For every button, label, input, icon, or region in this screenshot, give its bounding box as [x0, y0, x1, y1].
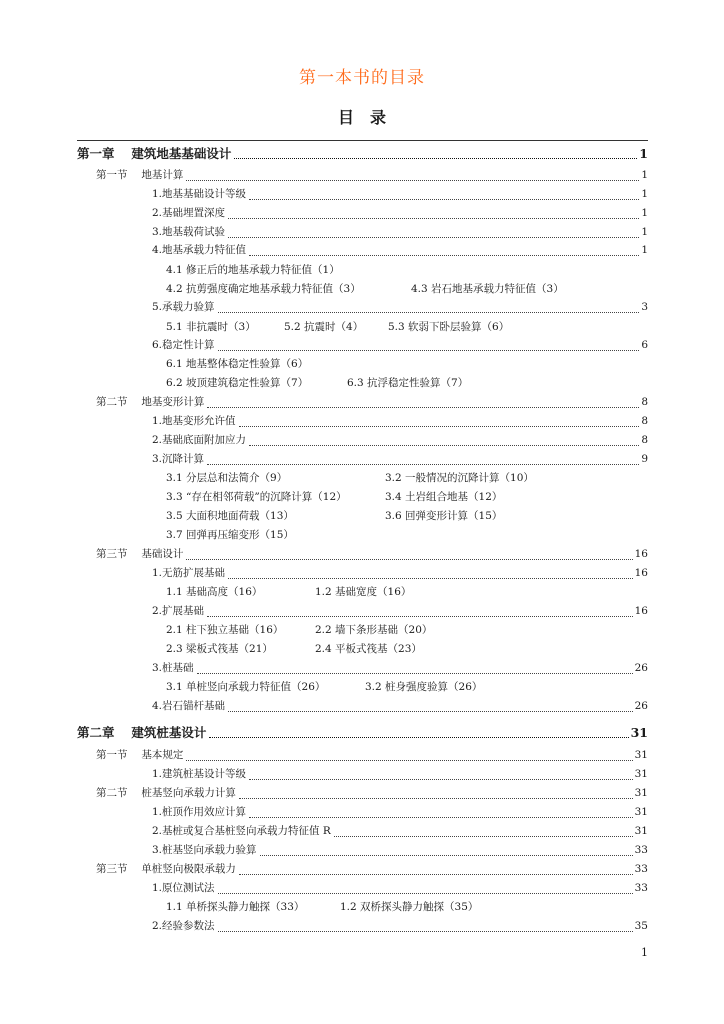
dot-leader	[249, 767, 633, 780]
toc-item[interactable]	[152, 298, 648, 317]
dot-leader	[218, 300, 640, 313]
toc-chapter-label: 第一章 建筑地基基础设计	[77, 146, 232, 161]
toc-item[interactable]	[152, 564, 648, 583]
toc-item-label: 1.原位测试法	[152, 882, 215, 894]
toc-page-number: 31	[634, 787, 648, 799]
footer-page-number: 1	[641, 946, 648, 959]
toc-section[interactable]	[96, 746, 648, 765]
toc-item[interactable]	[152, 602, 648, 621]
toc-page-number: 1	[639, 146, 648, 161]
toc-page-number: 1	[641, 244, 648, 256]
toc-item-label: 1.无筋扩展基础	[152, 567, 226, 579]
toc-page-number: 8	[641, 434, 648, 446]
toc-page-number: 1	[641, 207, 648, 219]
toc-item-label: 3.沉降计算	[152, 453, 205, 465]
dot-leader	[239, 786, 633, 799]
toc-item-label: 6.稳定性计算	[152, 339, 215, 351]
toc-page-number: 31	[634, 806, 648, 818]
toc-subentry-row	[166, 678, 482, 697]
toc-item[interactable]	[152, 241, 648, 260]
toc-page-number: 35	[634, 920, 648, 932]
dot-leader	[197, 661, 633, 674]
toc-page-number: 8	[641, 396, 648, 408]
dot-leader	[239, 414, 640, 427]
dot-leader	[228, 699, 633, 712]
toc-section[interactable]	[96, 393, 648, 412]
toc-item-label: 4.地基承载力特征值	[152, 244, 247, 256]
toc-subentry-row	[166, 507, 502, 526]
dot-leader	[228, 566, 633, 579]
toc-page-number: 31	[634, 825, 648, 837]
toc-page-number: 16	[634, 567, 648, 579]
toc-item[interactable]	[152, 803, 648, 822]
toc-item-label: 3.桩基础	[152, 662, 194, 674]
dot-leader	[249, 433, 639, 446]
toc-subentry[interactable]: 5.3 软弱下卧层验算（6）	[388, 321, 510, 333]
toc-item[interactable]	[152, 223, 648, 242]
toc-item[interactable]	[152, 336, 648, 355]
toc-subentry[interactable]: 6.1 地基整体稳定性验算（6）	[166, 358, 309, 370]
page-heading: 第一本书的目录	[299, 68, 425, 88]
toc-subentry[interactable]: 5.1 非抗震时（3）	[166, 321, 256, 333]
toc-subentry-row	[166, 621, 432, 640]
toc-subentry-row	[166, 488, 502, 507]
toc-page-number: 33	[634, 882, 648, 894]
dot-leader	[334, 824, 633, 837]
dot-leader	[228, 225, 639, 238]
toc-item[interactable]	[152, 204, 648, 223]
dot-leader	[207, 395, 639, 408]
dot-leader	[234, 146, 637, 159]
dot-leader	[239, 862, 633, 875]
toc-subentry[interactable]: 1.2 双桥探头静力触探（35）	[340, 901, 479, 913]
toc-item[interactable]	[152, 822, 648, 841]
toc-subentry-row	[166, 261, 340, 280]
toc-subentry[interactable]: 4.3 岩石地基承载力特征值（3）	[411, 283, 564, 295]
toc-section-label: 第二节 地基变形计算	[96, 396, 205, 408]
toc-section-label: 第三节 基础设计	[96, 548, 184, 560]
toc-subentry-row	[166, 469, 534, 488]
toc-item[interactable]	[152, 697, 648, 716]
toc-page-number: 33	[634, 863, 648, 875]
toc-subentry[interactable]: 3.1 单桩竖向承载力特征值（26）	[166, 681, 326, 693]
toc-item-label: 2.扩展基础	[152, 605, 205, 617]
toc-subentry[interactable]: 6.2 坡顶建筑稳定性验算（7）	[166, 377, 309, 389]
toc-page-number: 26	[634, 700, 648, 712]
toc-subentry-row	[166, 374, 468, 393]
toc-item[interactable]	[152, 917, 648, 936]
toc-page-number: 16	[634, 605, 648, 617]
toc-page-number: 1	[641, 226, 648, 238]
toc-section-label: 第二节 桩基竖向承载力计算	[96, 787, 236, 799]
dot-leader	[209, 725, 628, 738]
toc-item-label: 5.承载力验算	[152, 301, 215, 313]
toc-item-label: 3.地基载荷试验	[152, 226, 226, 238]
toc-subentry[interactable]: 3.3 “存在相邻荷载”的沉降计算（12）	[166, 491, 347, 503]
toc-subentry[interactable]: 1.1 单桥探头静力触探（33）	[166, 901, 305, 913]
toc-page-number: 31	[630, 725, 648, 740]
toc-subentry[interactable]: 6.3 抗浮稳定性验算（7）	[347, 377, 469, 389]
toc-subentry[interactable]: 3.7 回弹再压缩变形（15）	[166, 529, 294, 541]
dot-leader	[260, 843, 633, 856]
toc-item[interactable]	[152, 431, 648, 450]
toc-subentry-row	[166, 280, 564, 299]
toc-item-label: 1.地基基础设计等级	[152, 188, 247, 200]
toc-section-label: 第一节 基本规定	[96, 749, 184, 761]
toc-subentry-row	[166, 583, 411, 602]
toc-section-label: 第三节 单桩竖向极限承载力	[96, 863, 236, 875]
toc-subentry[interactable]: 2.4 平板式筏基（23）	[315, 643, 422, 655]
toc-section-label: 第一节 地基计算	[96, 169, 184, 181]
toc-item-label: 4.岩石锚杆基础	[152, 700, 226, 712]
toc-page-number: 3	[641, 301, 648, 313]
toc-section[interactable]	[96, 545, 648, 564]
toc-page-number: 26	[634, 662, 648, 674]
dot-leader	[228, 206, 639, 219]
toc-subentry[interactable]: 1.1 基础高度（16）	[166, 586, 263, 598]
toc-section[interactable]	[96, 860, 648, 879]
toc-item[interactable]	[152, 765, 648, 784]
dot-leader	[207, 604, 633, 617]
toc-item[interactable]	[152, 659, 648, 678]
dot-leader	[186, 168, 639, 181]
dot-leader	[186, 547, 632, 560]
toc-subentry-row	[166, 318, 509, 337]
toc-subentry[interactable]: 3.2 一般情况的沉降计算（10）	[385, 472, 534, 484]
toc-page-number: 1	[641, 188, 648, 200]
toc-item[interactable]	[152, 841, 648, 860]
toc-subentry[interactable]: 5.2 抗震时（4）	[284, 321, 364, 333]
toc-page-number: 1	[641, 169, 648, 181]
toc-item[interactable]	[152, 185, 648, 204]
dot-leader	[249, 187, 639, 200]
dot-leader	[218, 338, 640, 351]
toc-item-label: 1.建筑桩基设计等级	[152, 768, 247, 780]
toc-subentry[interactable]: 3.6 回弹变形计算（15）	[385, 510, 503, 522]
toc-item-label: 3.桩基竖向承载力验算	[152, 844, 257, 856]
toc-title: 目 录	[337, 108, 386, 127]
dot-leader	[186, 748, 632, 761]
toc-page-number: 31	[634, 768, 648, 780]
toc-subentry[interactable]: 3.4 土岩组合地基（12）	[385, 491, 503, 503]
dot-leader	[218, 919, 633, 932]
toc-section[interactable]	[96, 784, 648, 803]
dot-leader	[249, 805, 633, 818]
toc-subentry[interactable]: 3.1 分层总和法简介（9）	[166, 472, 288, 484]
toc-page-number: 8	[641, 415, 648, 427]
toc-subentry-row	[166, 355, 308, 374]
toc-item-label: 1.桩顶作用效应计算	[152, 806, 247, 818]
toc-chapter-label: 第二章 建筑桩基设计	[77, 725, 207, 740]
toc-subentry[interactable]: 2.3 梁板式筏基（21）	[166, 643, 273, 655]
toc-item[interactable]	[152, 879, 648, 898]
toc-item-label: 2.经验参数法	[152, 920, 215, 932]
toc-page-number: 16	[634, 548, 648, 560]
toc-section[interactable]	[96, 166, 648, 185]
toc-subentry[interactable]: 4.1 修正后的地基承载力特征值（1）	[166, 264, 340, 276]
toc-subentry[interactable]: 3.2 桩身强度验算（26）	[365, 681, 483, 693]
toc-item-label: 1.地基变形允许值	[152, 415, 236, 427]
toc-chapter[interactable]	[77, 144, 648, 163]
toc-subentry[interactable]: 3.5 大面积地面荷载（13）	[166, 510, 294, 522]
toc-subentry-row	[166, 640, 422, 659]
toc-subentry[interactable]: 2.1 柱下独立基础（16）	[166, 624, 284, 636]
toc-item[interactable]	[152, 412, 648, 431]
toc-page-number: 6	[641, 339, 648, 351]
toc-page-number: 31	[634, 749, 648, 761]
toc-chapter[interactable]	[77, 723, 648, 742]
dot-leader	[249, 243, 639, 256]
toc-item-label: 2.基础底面附加应力	[152, 434, 247, 446]
toc-page-number: 9	[641, 453, 648, 465]
toc-item-label: 2.基桩或复合基桩竖向承载力特征值 R	[152, 825, 331, 837]
toc-item[interactable]	[152, 450, 648, 469]
dot-leader	[218, 881, 633, 894]
toc-subentry[interactable]: 4.2 抗剪强度确定地基承载力特征值（3）	[166, 283, 361, 295]
toc-subentry-row	[166, 526, 294, 545]
dot-leader	[207, 452, 639, 465]
toc-item-label: 2.基础埋置深度	[152, 207, 226, 219]
toc-subentry[interactable]: 1.2 基础宽度（16）	[315, 586, 412, 598]
toc-subentry[interactable]: 2.2 墙下条形基础（20）	[315, 624, 433, 636]
toc-page-number: 33	[634, 844, 648, 856]
toc-subentry-row	[166, 898, 478, 917]
